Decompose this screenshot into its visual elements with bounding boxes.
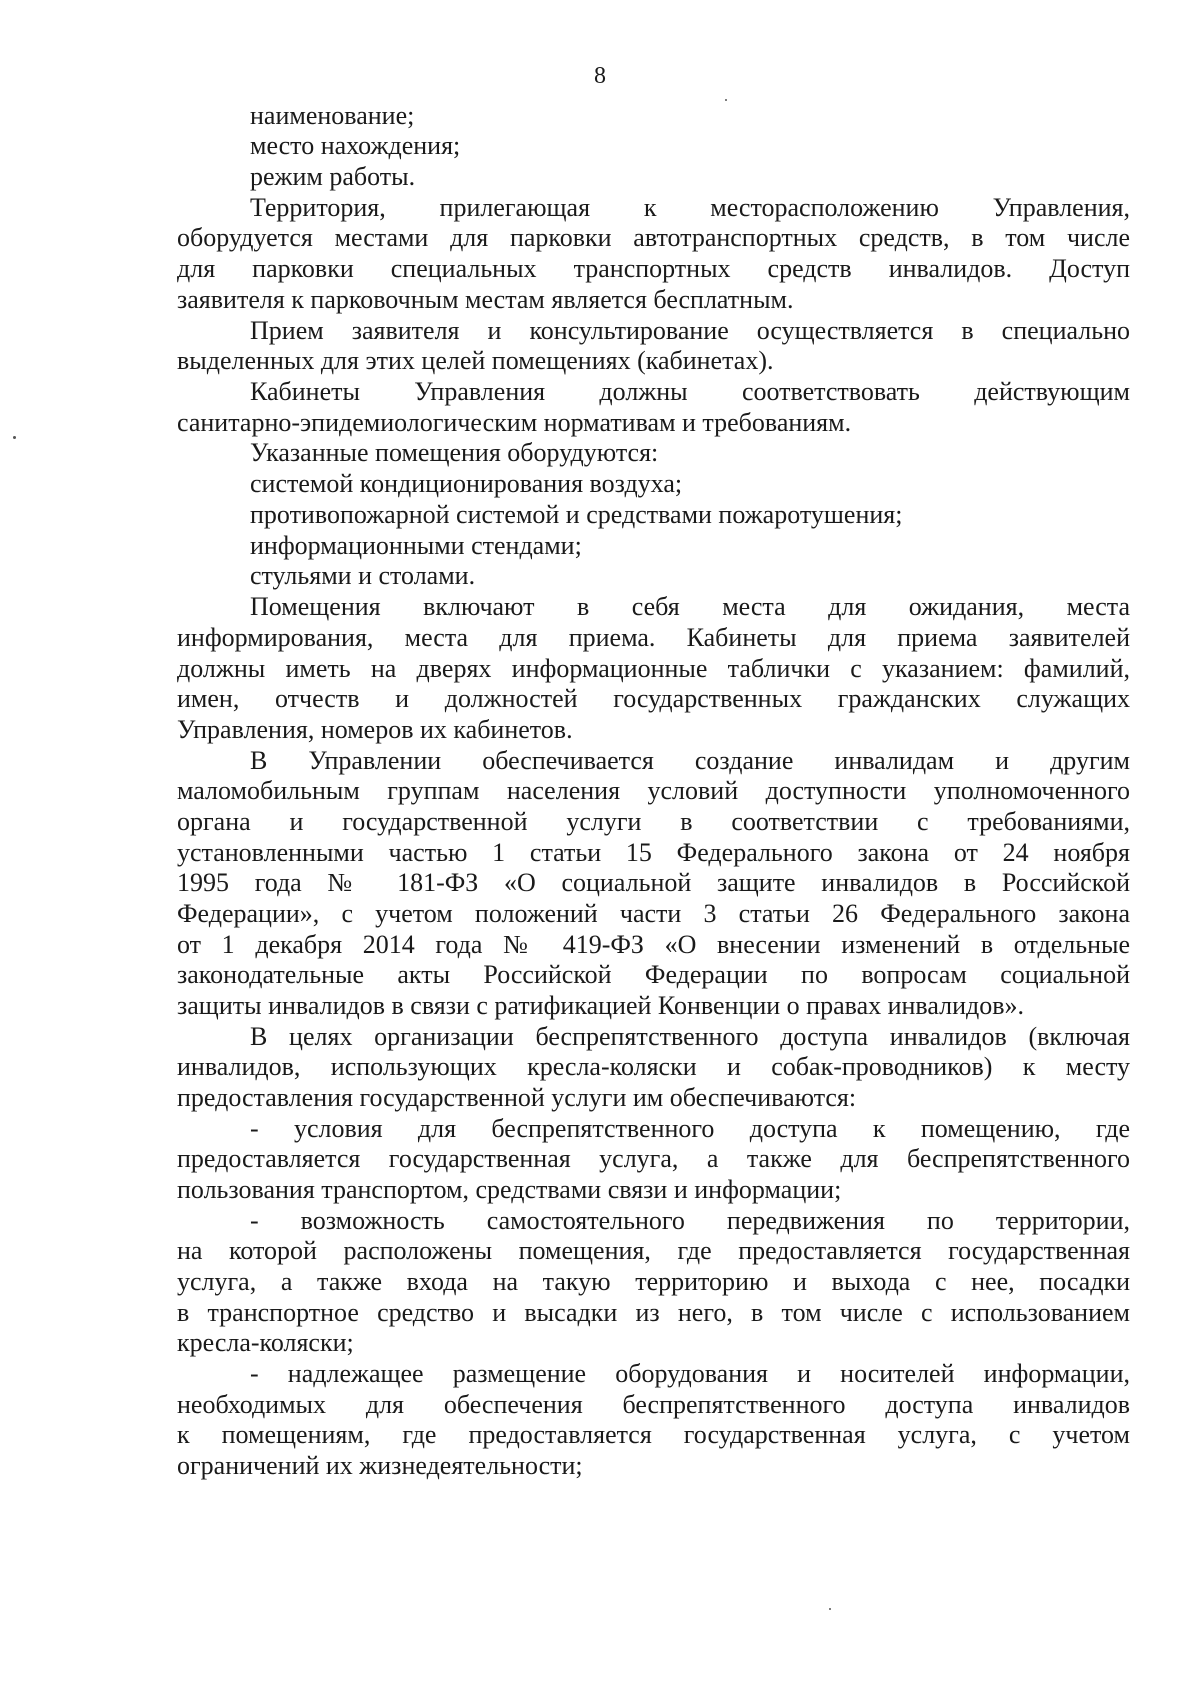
text-line: имен, отчеств и должностей государственных гражданских служащих (177, 684, 1130, 713)
text-line: ограничений их жизнедеятельности; (177, 1451, 583, 1480)
text-line: противопожарной системой и средствами пожаротушения; (250, 500, 903, 529)
text-line: В целях организации беспрепятственного доступа инвалидов (включая (250, 1022, 1130, 1051)
scan-speck (13, 436, 16, 439)
text-line: Территория, прилегающая к месторасположению Управления, (250, 193, 1130, 222)
scan-speck (725, 99, 727, 101)
text-line: информационными стендами; (250, 531, 582, 560)
scan-speck (829, 1608, 831, 1610)
text-line: услуга, а также входа на такую территорию и выхода с нее, посадки (177, 1267, 1130, 1296)
text-line: установленными частью 1 статьи 15 Федерального закона от 24 ноября (177, 838, 1130, 867)
text-line: защиты инвалидов в связи с ратификацией Конвенции о правах инвалидов». (177, 991, 1025, 1020)
text-line: - возможность самостоятельного передвижения по территории, (250, 1206, 1130, 1235)
text-line: маломобильным группам населения условий доступности уполномоченного (177, 776, 1130, 805)
text-line: Кабинеты Управления должны соответствовать действующим (250, 377, 1130, 406)
text-line: режим работы. (250, 162, 416, 191)
text-line: для парковки специальных транспортных средств инвалидов. Доступ (177, 254, 1130, 283)
text-line: Помещения включают в себя места для ожидания, места (250, 592, 1130, 621)
text-line: - условия для беспрепятственного доступа к помещению, где (250, 1114, 1130, 1143)
text-line: пользования транспортом, средствами связи и информации; (177, 1175, 842, 1204)
text-line: должны иметь на дверях информационные таблички с указанием: фамилий, (177, 654, 1130, 683)
text-line: от 1 декабря 2014 года № 419-ФЗ «О внесении изменений в отдельные (177, 930, 1130, 959)
text-line: предоставления государственной услуги им обеспечиваются: (177, 1083, 857, 1112)
text-line: Федерации», с учетом положений части 3 статьи 26 Федерального закона (177, 899, 1130, 928)
text-line: оборудуется местами для парковки автотранспортных средств, в том числе (177, 223, 1130, 252)
text-line: наименование; (250, 101, 415, 130)
text-line: предоставляется государственная услуга, а также для беспрепятственного (177, 1144, 1130, 1173)
text-line: выделенных для этих целей помещениях (кабинетах). (177, 346, 774, 375)
text-line: необходимых для обеспечения беспрепятственного доступа инвалидов (177, 1390, 1130, 1419)
text-line: 1995 года № 181-ФЗ «О социальной защите инвалидов в Российской (177, 868, 1130, 897)
text-line: информирования, места для приема. Кабинеты для приема заявителей (177, 623, 1130, 652)
text-line: к помещениям, где предоставляется государственная услуга, с учетом (177, 1420, 1130, 1449)
text-line: системой кондиционирования воздуха; (250, 469, 683, 498)
text-line: место нахождения; (250, 131, 461, 160)
text-line: Прием заявителя и консультирование осуществляется в специально (250, 316, 1130, 345)
text-line: органа и государственной услуги в соответствии с требованиями, (177, 807, 1130, 836)
page-number: 8 (594, 63, 606, 89)
text-line: в транспортное средство и высадки из него, в том числе с использованием (177, 1298, 1130, 1327)
text-line: инвалидов, использующих кресла-коляски и собак-проводников) к месту (177, 1052, 1130, 1081)
text-line: В Управлении обеспечивается создание инвалидам и другим (250, 746, 1130, 775)
text-line: Управления, номеров их кабинетов. (177, 715, 573, 744)
text-line: стульями и столами. (250, 561, 476, 590)
text-line: Указанные помещения оборудуются: (250, 438, 659, 467)
text-line: санитарно-эпидемиологическим нормативам и требованиям. (177, 408, 852, 437)
text-line: законодательные акты Российской Федерации по вопросам социальной (177, 960, 1130, 989)
text-line: - надлежащее размещение оборудования и носителей информации, (250, 1359, 1130, 1388)
text-line: кресла-коляски; (177, 1328, 354, 1357)
text-line: на которой расположены помещения, где предоставляется государственная (177, 1236, 1130, 1265)
text-line: заявителя к парковочным местам является бесплатным. (177, 285, 794, 314)
